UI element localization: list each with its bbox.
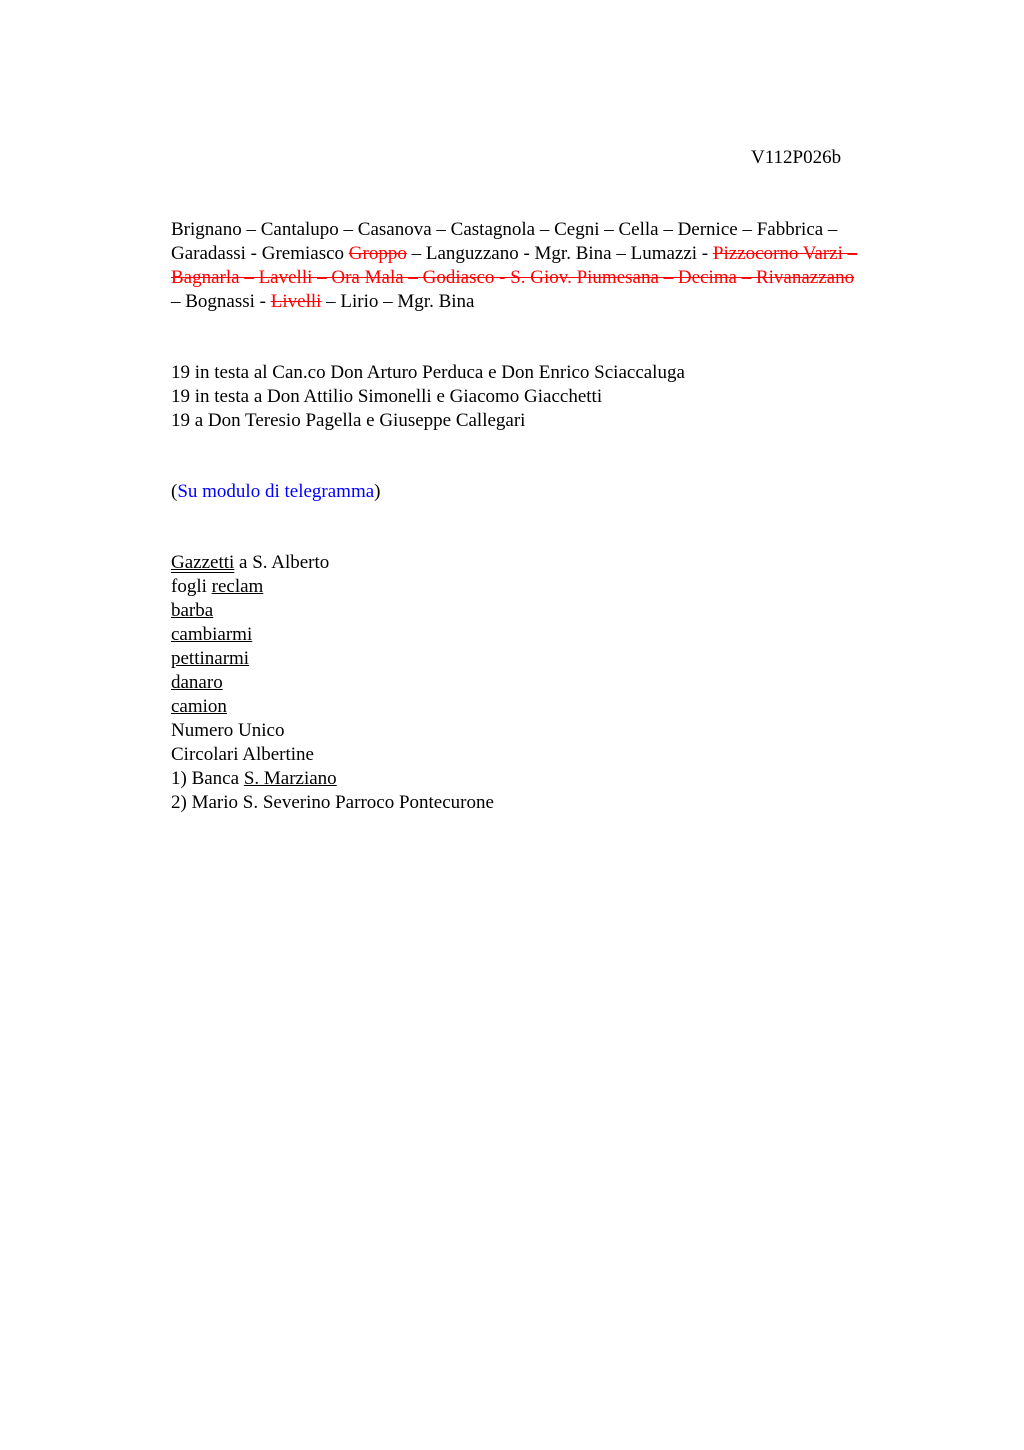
- dedication-line: 19 a Don Teresio Pagella e Giuseppe Callegari: [171, 410, 526, 431]
- note-text: Su modulo di telegramma: [177, 481, 375, 502]
- list-item: Circolari Albertine: [171, 744, 314, 765]
- deleted-text: Livelli: [270, 291, 322, 312]
- places-text: – Languzzano - Mgr. Bina – Lumazzi -: [406, 243, 713, 264]
- list-item: [171, 575, 494, 599]
- deleted-text: Groppo: [348, 243, 407, 264]
- list-item: [171, 767, 494, 791]
- underlined-text: S. Marziano: [243, 768, 337, 789]
- list-item: [171, 647, 494, 671]
- deleted-text: Pizzocorno Varzi –: [712, 243, 858, 264]
- places-text: – Lirio – Mgr. Bina: [321, 291, 475, 312]
- places-paragraph: [171, 218, 931, 314]
- list-text: 1) Banca: [171, 768, 244, 789]
- places-line-1: [171, 218, 931, 242]
- underlined-text: danaro: [171, 672, 223, 693]
- places-text: Brignano – Cantalupo – Casanova – Castagnola – Cegni – Cella – Dernice – Fabbrica –: [171, 219, 838, 240]
- list-item: [171, 695, 494, 719]
- list-item: [171, 623, 494, 647]
- note-paren-open: (: [171, 481, 178, 502]
- list-item: [171, 599, 494, 623]
- dedication-line: 19 in testa al Can.co Don Arturo Perduca e Don Enrico Sciaccaluga: [171, 362, 685, 383]
- places-text: Garadassi - Gremiasco: [171, 243, 349, 264]
- places-line-2: [171, 242, 931, 266]
- underlined-text: camion: [171, 696, 227, 717]
- telegram-note: [171, 480, 380, 504]
- list-text: fogli: [171, 576, 212, 597]
- underlined-text: reclam: [211, 576, 264, 597]
- underlined-text: cambiarmi: [171, 624, 253, 645]
- dedications-block: [171, 361, 685, 433]
- underlined-text: pettinarmi: [171, 648, 250, 669]
- list-item: 2) Mario S. Severino Parroco Pontecurone: [171, 792, 494, 813]
- list-text: a S. Alberto: [234, 552, 330, 573]
- page-id: V112P026b: [751, 147, 842, 168]
- deleted-text: Bagnarla – Lavelli – Ora Mala – Godiasco - S. Giov. Piumesana – Decima – Rivanazzano: [171, 267, 855, 288]
- places-line-4: [171, 290, 931, 314]
- double-underlined-text: Gazzetti: [171, 552, 235, 573]
- places-text: – Bognassi -: [171, 291, 271, 312]
- list-item: [171, 551, 494, 575]
- note-paren-close: ): [374, 481, 381, 502]
- underlined-text: barba: [171, 600, 214, 621]
- dedication-line: 19 in testa a Don Attilio Simonelli e Giacomo Giacchetti: [171, 386, 603, 407]
- notes-list: [171, 551, 494, 815]
- places-line-3: [171, 266, 931, 290]
- list-item: Numero Unico: [171, 720, 285, 741]
- list-item: [171, 671, 494, 695]
